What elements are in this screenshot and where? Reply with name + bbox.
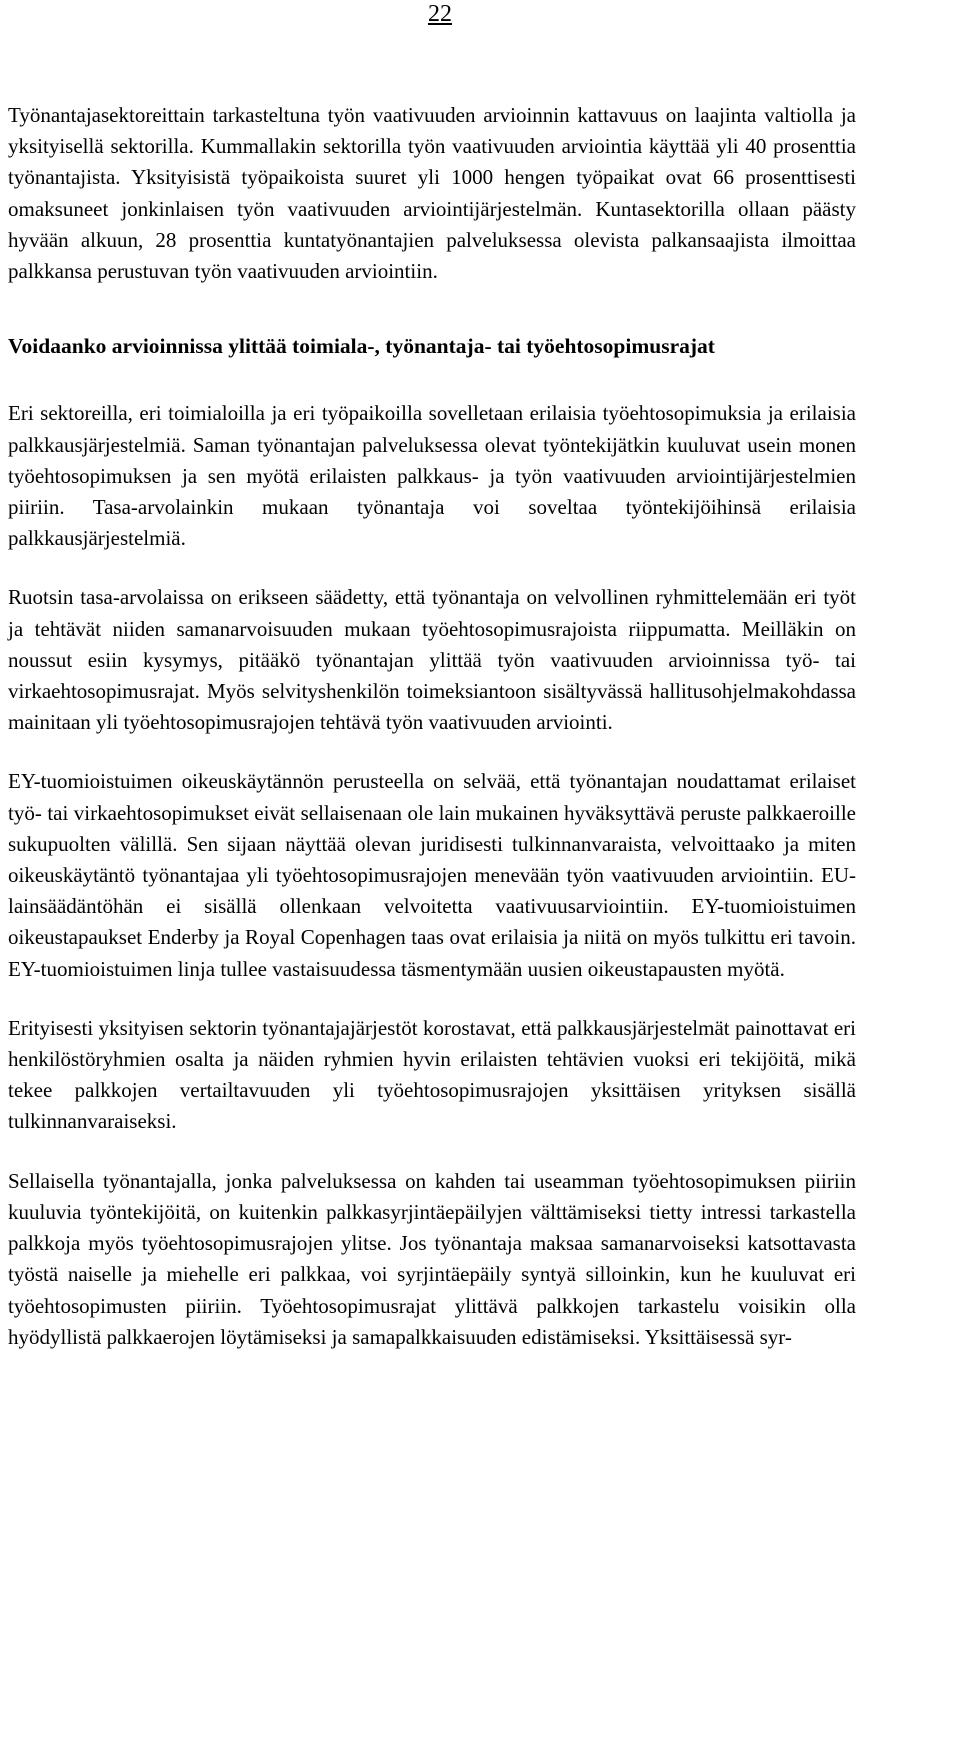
paragraph-coverage-by-sector: Työnantajasektoreittain tarkasteltuna työn vaativuuden arvioinnin kattavuus on laajinta valtiolla ja yksityisellä sektorilla. Kummallakin sektorilla työn vaativuuden arviointia käyttää yli 40 prosenttia työnantajista. Yksityisistä työpaikoista suuret yli 1000 hengen työpaikat ovat 66 prosenttisesti omaksuneet jonkinlaisen työn vaativuuden arviointijärjestelmän. Kuntasektorilla ollaan päästy hyvään alkuun, 28 prosenttia kuntatyönantajien palveluksessa olevista palkansaajista ilmoittaa palkkansa perustuvan työn vaativuuden arviointiin.	[8, 103, 856, 284]
paragraph-multiple-agreements: Sellaisella työnantajalla, jonka palveluksessa on kahden tai useamman työehtosopimuksen piiriin kuuluvia työntekijöitä, on kuitenkin palkkasyrjintäepäilyjen välttämiseksi tietty intressi tarkastella palkkoja myös työehtosopimusrajojen ylitse. Jos työnantaja maksaa samanarvoiseksi katsottavasta työstä naiselle ja miehelle eri palkkaa, voi syrjintäepäily syntyä silloinkin, kun he kuuluvat eri työehtosopimusten piiriin. Työehtosopimusrajat ylittävä palkkojen tarkastelu voisikin olla hyödyllistä palkkaerojen löytämiseksi ja samapalkkaisuuden edistämiseksi. Yksittäisessä syr-	[8, 1168, 856, 1349]
paragraph-collective-agreements: Eri sektoreilla, eri toimialoilla ja eri työpaikoilla sovelletaan erilaisia työehtosopimuksia ja erilaisia palkkausjärjestelmiä. Saman työnantajan palveluksessa olevat työntekijätkin kuuluvat usein monen työehtosopimuksen ja sen myötä erilaisten palkkaus- ja työn vaativuuden arviointijärjestelmien piiriin. Tasa-arvolainkin mukaan työnantaja voi soveltaa työntekijöihinsä erilaisia palkkausjärjestelmiä.	[8, 401, 856, 551]
page-number: 22	[428, 1, 452, 27]
paragraph-sweden-equality-law: Ruotsin tasa-arvolaissa on erikseen säädetty, että työnantaja on velvollinen ryhmittelemään eri työt ja tehtävät niiden samanarvoisuuden mukaan työehtosopimusrajoista riippumatta. Meilläkin on noussut esiin kysymys, pitääkö työnantajan ylittää työn vaativuuden arvioinnissa työ- tai virkaehtosopimusrajat. Myös selvityshenkilön toimeksiantoon sisältyvässä hallitusohjelmakohdassa mainitaan yli työehtosopimusrajojen tehtävä työn vaativuuden arviointi.	[8, 585, 856, 735]
paragraph-ec-court-case-law: EY-tuomioistuimen oikeuskäytännön perusteella on selvää, että työnantajan noudattamat erilaiset työ- tai virkaehtosopimukset eivät sellaisenaan ole lain mukainen hyväksyttävä peruste palkkaeroille sukupuolten välillä. Sen sijaan näyttää olevan juridisesti tulkinnanvaraista, velvoittaako ja miten oikeuskäytäntö työnantajaa yli työehtosopimusrajojen menevään työn vaativuuden arviointiin. EU-lainsäädäntöhän ei sisällä ollenkaan velvoitetta vaativuusarviointiin. EY-tuomioistuimen oikeustapaukset Enderby ja Royal Copenhagen taas ovat erilaisia ja niitä on myös tulkittu eri tavoin. EY-tuomioistuimen linja tullee vastaisuudessa täsmentymään uusien oikeustapausten myötä.	[8, 769, 856, 981]
paragraph-employer-organisations: Erityisesti yksityisen sektorin työnantajajärjestöt korostavat, että palkkausjärjestelmät painottavat eri henkilöstöryhmien osalta ja näiden ryhmien hyvin erilaisten tehtävien vuoksi eri tekijöitä, mikä tekee palkkojen vertailtavuuden yli työehtosopimusrajojen yksittäisen yrityksen sisällä tulkinnanvaraiseksi.	[8, 1015, 856, 1134]
document-body	[8, 100, 856, 1381]
section-heading: Voidaanko arvioinnissa ylittää toimiala-, työnantaja- tai työehtosopimusrajat	[8, 334, 715, 359]
